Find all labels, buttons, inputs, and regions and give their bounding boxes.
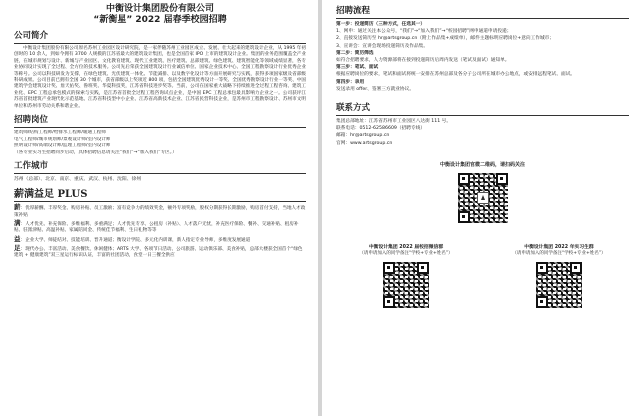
plus-item [14, 204, 306, 219]
plus-item [14, 220, 306, 235]
plus-item [14, 236, 306, 244]
process-line: 2、直接发送简历至 hr@artsgroup.cn（附上作品集+成绩单），邮件主题标明应聘岗位+意向工作城市； [336, 36, 555, 42]
campus-group-note: （请申请加入的同学备注“学校+专业+姓名”） [359, 250, 453, 256]
plus-item [14, 245, 306, 260]
job-line: 建筑师/结构工程师/给排水工程师/暖通工程师 [14, 130, 106, 136]
contact-heading: 联系方式 [336, 103, 371, 114]
contact-rule [336, 115, 629, 116]
contact-address: 集团总部地址：江苏省苏州市工业园区八达街 111 号。 [336, 119, 452, 125]
process-rule [336, 18, 629, 19]
company-title: 中衡设计集团股份有限公司 [105, 4, 214, 14]
qr-finder-mark [383, 296, 395, 308]
group-qr-section [336, 244, 629, 310]
jobs-rule [14, 127, 306, 128]
plus-heading: 薪满益足 PLUS [14, 189, 88, 201]
left-page [0, 0, 318, 416]
process-line: 根据应聘岗位的要求，笔试和面试将统一安排在苏州总部及各分子公司所在城市办公地点，或安排远程笔试、面试。 [336, 72, 576, 78]
cities-list: 苏州（总部）、北京、南京、重庆、武汉、杭州、沈阳、徐州 [14, 177, 142, 183]
plus-text: ：现代办公、丰富活动、美食餐饮、休闲健体；ARTS 大学、各项节日活动、公司旅游、运动俱乐部、美食补贴，总部大楼获全国首个“绿色建筑 + 健康建筑”双三星运行标识认证，丰富的社团活动，食堂一日三餐全供应 [14, 246, 303, 259]
process-line: 1、网申：通过关注本公众号，“我们”→“加入我们”→“校园招聘”网申通道申请投递； [336, 29, 512, 35]
job-line: 电气工程师/城市规划师/景观设计师/室内设计师 [14, 136, 111, 142]
process-step-text: 笔试、面试 [354, 65, 379, 71]
intro-rule [14, 43, 306, 44]
right-page [322, 0, 639, 416]
plus-text: ：人才优先、补充保险、多维福利、多重满足；人才优先专享、公租房（补贴）、人才落户无忧，补充医疗保险、餐补、交通补贴、租房补贴、驻派津贴、高温补贴、家属陪同金、传统佳节福利、生日礼物等等 [14, 222, 299, 234]
process-line [336, 21, 629, 28]
qr-main-caption: 中衡设计集团官微二维码，请扫码关注 [439, 161, 525, 168]
official-account-qr-code[interactable] [457, 172, 509, 224]
campus-group-qr-code[interactable] [382, 261, 430, 309]
process-step-label: 第四步： [336, 79, 355, 85]
plus-key: 满 [14, 219, 21, 228]
plus-key: 足 [14, 243, 21, 252]
process-step-label: 第二步： [336, 50, 355, 56]
intern-group-qr-code[interactable] [535, 261, 583, 309]
qr-finder-mark [383, 262, 395, 274]
qr-finder-mark [536, 296, 548, 308]
process-line: 如符合招聘要求，人力资源部将在接到投递简历后周内发送（笔试及面试）通知单。 [336, 58, 510, 64]
job-note: （各专业实习生招聘同步启动，具体招聘信息请关注“我们”→“加入我们”专区。） [14, 149, 177, 155]
qr-finder-mark [536, 262, 548, 274]
plus-text: ：企业大学、师徒结对、技能培训、晋升通道；衡设计学院、多元化内训课，新人指定专业导师，多维度发展通道 [20, 237, 251, 243]
contact-website: 官网：www.artsgroup.cn [336, 140, 393, 146]
qr-finder-mark [496, 173, 508, 185]
plus-rule [14, 201, 306, 202]
plus-text: ：优厚薪酬、丰厚奖金、购房补贴、员工激励；富有竞争力的绩效奖金，额外专项奖励，股权分期获得长期激励，购房首付支持，当地人才政策补贴 [14, 206, 306, 218]
recruitment-title: “新衡星” 2022 届春季校园招聘 [93, 15, 227, 25]
process-step-text: 投递简历（三种方式，任选其一） [354, 22, 426, 27]
process-heading: 招聘流程 [336, 6, 371, 16]
process-line: 3、宣讲会：宣讲会现场投递简历及作品集。 [336, 43, 429, 49]
qr-logo-icon [477, 192, 489, 204]
process-line [336, 50, 629, 57]
cities-rule [14, 173, 306, 174]
qr-finder-mark [417, 262, 429, 274]
process-step-text: 简历筛选 [354, 50, 374, 56]
intern-group-note: （请申请加入的同学备注“学校+专业+姓名”） [512, 250, 606, 256]
campus-group-qr-block [336, 244, 476, 310]
plus-key: 薪 [14, 203, 21, 212]
contact-phone: 联系电话：0512-62586609（招聘专线） [336, 126, 426, 132]
process-step-label: 第一步： [336, 22, 355, 27]
process-line [336, 79, 629, 86]
process-step-text: 录用 [354, 79, 365, 85]
plus-key: 益 [14, 234, 21, 243]
process-line [336, 64, 629, 71]
intro-paragraph: 中衡设计集团股份有限公司原名苏州工业园区设计研究院，是一家伴随苏州工业园区成立、发展、壮大起来的建筑设计企业，从 1995 年初创时的 10 余人，到如今拥有 3700 人规模的江苏省最大的建筑设计集团，也是全国首家 IPO 上市的建筑设计企业。集团的业务范围覆盖全产业链，在城市规划与设计、新城与产业园区、文化教育建筑、现代工业建筑、医疗建筑、总部建筑、绿色建筑、建筑智能化等领域成绩显著，各专业协同设计实现了全过程、全方位的技术服务。公司先后荣获全国建筑设计行业诚信单位、国家企业技术中心、全国工程勘察设计行业优秀企业等称号。公司以科技研发为支撑，在绿色建筑、光伏建筑一体化、节能减排、以及数字化设计等方面开展研究与实践，获得多项国家级及省部级科研成果。公司目前已拥有全国 30 个城市，获省部级以上奖项近 800 项，包括全国建筑优秀设计一等奖、全国优秀勘察设计行业一等奖、中国建筑学会建筑设计奖、詹天佑奖、鲁班奖、华夏科技奖，江苏省科技进步奖等。当前，公司在国家重大战略下持续推进全过程工程咨询、建筑工业化、EPC 工程总承包模式的探索与实践，是江苏省首批全过程工程咨询试点企业，是中国 EPC 工程总承包最具影响力企业之一。公司获评江苏省首批建筑产业现代化示范基地、江苏省科技型中小企业、江苏省高新技术企业、江苏省民营科技企业，是苏州市工程勘察设计、苏州市文明单位和苏州市劳动关系和谐企业。 [14, 46, 306, 109]
intern-group-qr-block [489, 244, 629, 310]
intro-heading: 公司简介 [14, 31, 49, 41]
qr-finder-mark [458, 173, 470, 185]
intern-group-caption: 中衡设计集团 2022 年实习生群 [524, 244, 594, 250]
process-line: 发送录用 offer、签署三方就业协议。 [336, 86, 415, 92]
contact-email: 邮箱：hr@artsgroup.cn [336, 133, 390, 139]
process-step-label: 第三步： [336, 65, 355, 71]
jobs-heading: 招聘岗位 [14, 115, 49, 126]
job-line: 照明设计师/高端设计师/监理工程师/室内设计师 [14, 143, 111, 149]
campus-group-caption: 中衡设计集团 2022 届校招微信群 [368, 244, 444, 250]
cities-heading: 工作城市 [14, 161, 49, 172]
qr-finder-mark [570, 262, 582, 274]
qr-finder-mark [458, 211, 470, 223]
